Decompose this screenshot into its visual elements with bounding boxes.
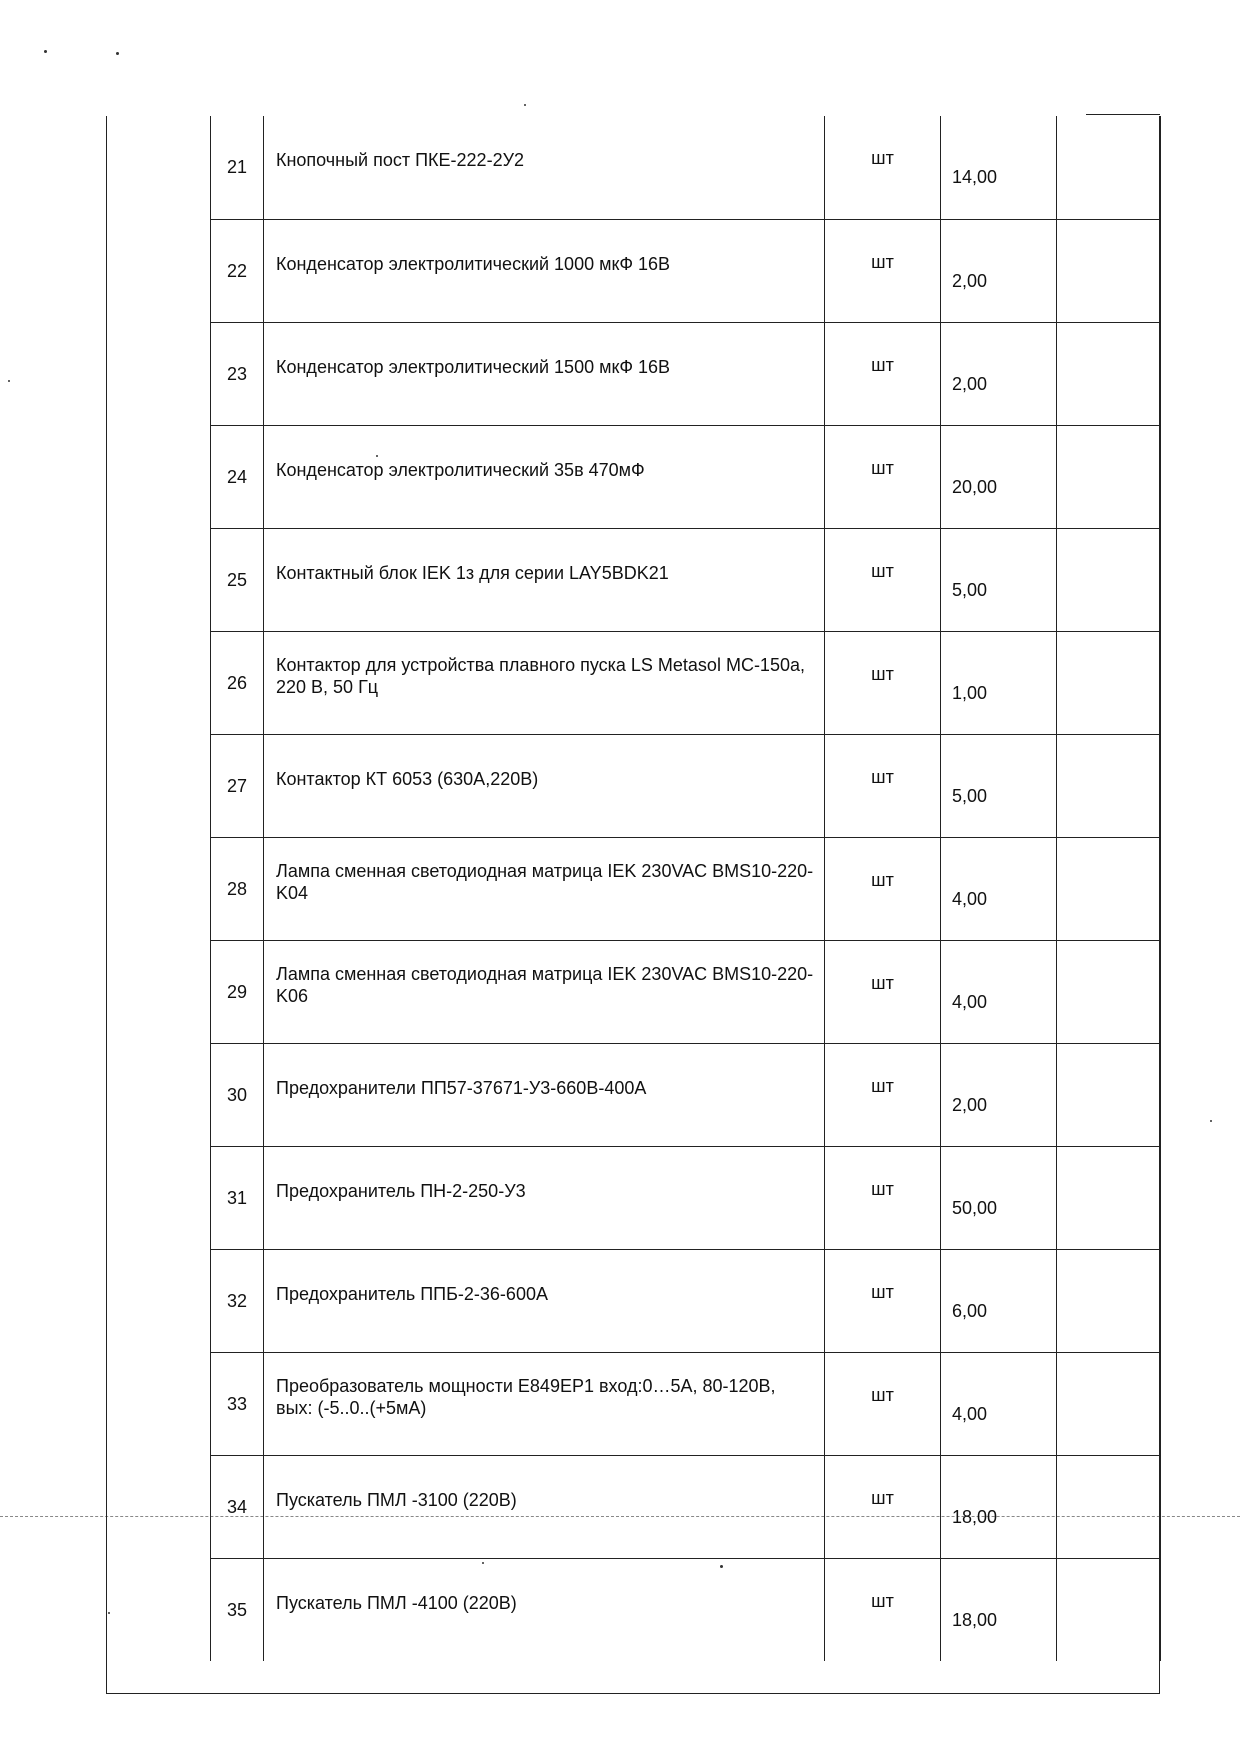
item-name: Предохранитель ПН-2-250-У3	[264, 1146, 825, 1249]
item-name: Конденсатор электролитический 35в 470мФ	[264, 425, 825, 528]
table-row	[211, 1352, 1161, 1455]
table-row	[211, 116, 1161, 219]
item-name: Пускатель ПМЛ -4100 (220В)	[264, 1558, 825, 1661]
item-name: Преобразователь мощности Е849ЕР1 вход:0…5А, 80-120В, вых: (-5..0..(+5мА)	[264, 1352, 825, 1455]
item-name: Лампа сменная светодиодная матрица IEK 230VAC BMS10-220-K04	[264, 837, 825, 940]
quantity: 5,00	[941, 734, 1057, 837]
quantity: 4,00	[941, 1352, 1057, 1455]
quantity: 2,00	[941, 1043, 1057, 1146]
table-row	[211, 1043, 1161, 1146]
table-row	[211, 425, 1161, 528]
table-row	[211, 940, 1161, 1043]
top-rule	[1086, 114, 1160, 115]
empty-cell	[1057, 1352, 1161, 1455]
empty-cell	[1057, 1146, 1161, 1249]
unit: шт	[825, 1558, 941, 1661]
scan-speck	[44, 50, 47, 53]
table-row	[211, 322, 1161, 425]
empty-cell	[1057, 1249, 1161, 1352]
row-number: 26	[211, 631, 264, 734]
quantity: 2,00	[941, 219, 1057, 322]
empty-cell	[1057, 631, 1161, 734]
quantity: 4,00	[941, 837, 1057, 940]
empty-cell	[1057, 528, 1161, 631]
empty-cell	[1057, 1043, 1161, 1146]
unit: шт	[825, 219, 941, 322]
unit: шт	[825, 1043, 941, 1146]
empty-cell	[1057, 1455, 1161, 1558]
row-number: 34	[211, 1455, 264, 1558]
table-row	[211, 1249, 1161, 1352]
item-name: Предохранитель ППБ-2-36-600А	[264, 1249, 825, 1352]
row-number: 23	[211, 322, 264, 425]
items-table	[210, 116, 1161, 1661]
unit: шт	[825, 1249, 941, 1352]
table-row	[211, 631, 1161, 734]
row-number: 32	[211, 1249, 264, 1352]
quantity: 1,00	[941, 631, 1057, 734]
quantity: 4,00	[941, 940, 1057, 1043]
quantity: 5,00	[941, 528, 1057, 631]
empty-cell	[1057, 322, 1161, 425]
unit: шт	[825, 1146, 941, 1249]
table-row	[211, 1558, 1161, 1661]
table-row	[211, 734, 1161, 837]
quantity: 20,00	[941, 425, 1057, 528]
empty-cell	[1057, 940, 1161, 1043]
row-number: 28	[211, 837, 264, 940]
row-number: 25	[211, 528, 264, 631]
row-number: 21	[211, 116, 264, 219]
unit: шт	[825, 837, 941, 940]
row-number: 30	[211, 1043, 264, 1146]
scan-speck	[524, 104, 526, 106]
row-number: 22	[211, 219, 264, 322]
unit: шт	[825, 940, 941, 1043]
unit: шт	[825, 631, 941, 734]
item-name: Пускатель ПМЛ -3100 (220В)	[264, 1455, 825, 1558]
scan-speck	[8, 380, 10, 382]
item-name: Лампа сменная светодиодная матрица IEK 230VAC BMS10-220-K06	[264, 940, 825, 1043]
quantity: 14,00	[941, 116, 1057, 219]
row-number: 35	[211, 1558, 264, 1661]
item-name: Контактор КТ 6053 (630А,220В)	[264, 734, 825, 837]
item-name: Контактор для устройства плавного пуска LS Metasol MC-150a, 220 В, 50 Гц	[264, 631, 825, 734]
item-name: Предохранители ПП57-37671-У3-660В-400А	[264, 1043, 825, 1146]
table-row	[211, 219, 1161, 322]
table-row	[211, 837, 1161, 940]
unit: шт	[825, 528, 941, 631]
table-row	[211, 528, 1161, 631]
empty-cell	[1057, 425, 1161, 528]
empty-cell	[1057, 837, 1161, 940]
item-name: Конденсатор электролитический 1500 мкФ 16В	[264, 322, 825, 425]
empty-cell	[1057, 734, 1161, 837]
row-number: 29	[211, 940, 264, 1043]
unit: шт	[825, 322, 941, 425]
item-name: Контактный блок IEK 1з для серии LAY5BDK21	[264, 528, 825, 631]
row-number: 31	[211, 1146, 264, 1249]
unit: шт	[825, 425, 941, 528]
quantity: 50,00	[941, 1146, 1057, 1249]
unit: шт	[825, 1352, 941, 1455]
row-number: 24	[211, 425, 264, 528]
quantity: 18,00	[941, 1455, 1057, 1558]
item-name: Кнопочный пост ПКЕ-222-2У2	[264, 116, 825, 219]
unit: шт	[825, 116, 941, 219]
unit: шт	[825, 1455, 941, 1558]
item-name: Конденсатор электролитический 1000 мкФ 16В	[264, 219, 825, 322]
empty-cell	[1057, 116, 1161, 219]
scan-speck	[116, 52, 119, 55]
table-row	[211, 1455, 1161, 1558]
row-number: 27	[211, 734, 264, 837]
unit: шт	[825, 734, 941, 837]
empty-cell	[1057, 219, 1161, 322]
scan-speck	[1210, 1120, 1212, 1122]
quantity: 18,00	[941, 1558, 1057, 1661]
table-row	[211, 1146, 1161, 1249]
empty-cell	[1057, 1558, 1161, 1661]
row-number: 33	[211, 1352, 264, 1455]
quantity: 6,00	[941, 1249, 1057, 1352]
quantity: 2,00	[941, 322, 1057, 425]
